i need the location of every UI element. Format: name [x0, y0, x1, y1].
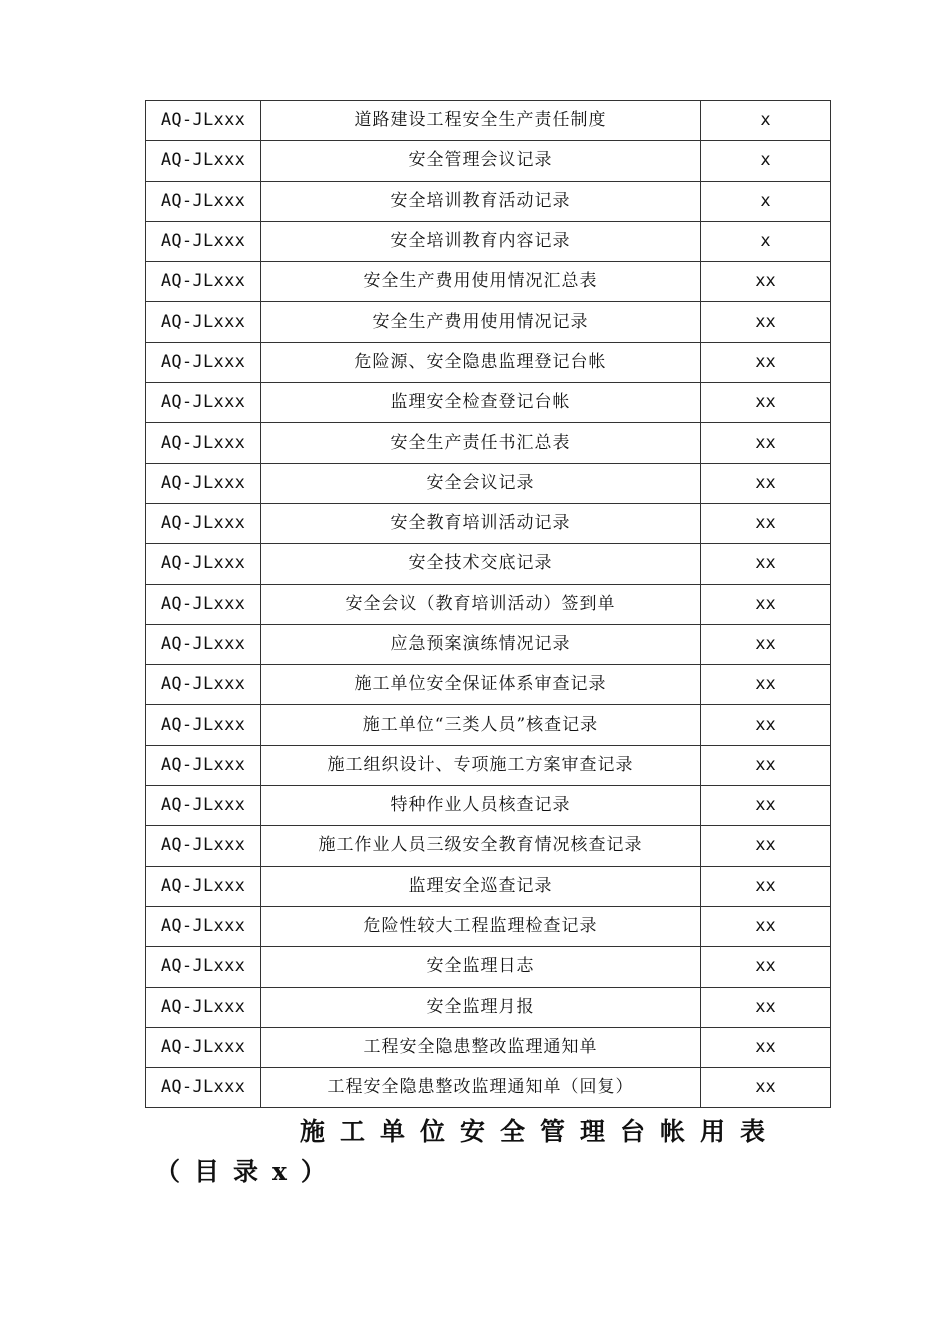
- table-row: [146, 826, 831, 866]
- record-name-cell: 安全生产责任书汇总表: [261, 423, 701, 463]
- record-code-cell: AQ-JLxxx: [146, 101, 261, 141]
- section-heading: 施工单位安全管理台帐用表: [300, 1117, 781, 1146]
- record-name-cell: 安全管理会议记录: [261, 141, 701, 181]
- record-code-cell: AQ-JLxxx: [146, 383, 261, 423]
- page-number-cell: xx: [701, 1027, 831, 1067]
- record-code-cell: AQ-JLxxx: [146, 866, 261, 906]
- page-number-cell: xx: [701, 342, 831, 382]
- record-name-cell: 施工作业人员三级安全教育情况核查记录: [261, 826, 701, 866]
- record-name-cell: 施工单位“三类人员”核查记录: [261, 705, 701, 745]
- record-name-cell: 安全培训教育活动记录: [261, 181, 701, 221]
- record-name-cell: 安全培训教育内容记录: [261, 221, 701, 261]
- record-name-cell: 监理安全检查登记台帐: [261, 383, 701, 423]
- record-name-cell: 安全技术交底记录: [261, 544, 701, 584]
- page-number-cell: xx: [701, 665, 831, 705]
- record-name-cell: 施工组织设计、专项施工方案审查记录: [261, 745, 701, 785]
- record-name-cell: 安全生产费用使用情况记录: [261, 302, 701, 342]
- page-number-cell: xx: [701, 624, 831, 664]
- table-row: [146, 383, 831, 423]
- record-name-cell: 工程安全隐患整改监理通知单（回复）: [261, 1068, 701, 1108]
- record-name-cell: 道路建设工程安全生产责任制度: [261, 101, 701, 141]
- record-name-cell: 安全会议记录: [261, 463, 701, 503]
- record-code-cell: AQ-JLxxx: [146, 1027, 261, 1067]
- page-number-cell: xx: [701, 987, 831, 1027]
- table-row: [146, 906, 831, 946]
- table-row: [146, 262, 831, 302]
- record-name-cell: 安全教育培训活动记录: [261, 503, 701, 543]
- table-row: [146, 947, 831, 987]
- table-row: [146, 786, 831, 826]
- record-code-cell: AQ-JLxxx: [146, 503, 261, 543]
- section-heading-catalog: （目录x）: [155, 1157, 340, 1186]
- page-number-cell: x: [701, 101, 831, 141]
- record-name-cell: 安全会议（教育培训活动）签到单: [261, 584, 701, 624]
- record-name-cell: 危险性较大工程监理检查记录: [261, 906, 701, 946]
- page-number-cell: xx: [701, 383, 831, 423]
- page-number-cell: xx: [701, 1068, 831, 1108]
- table-row: [146, 1068, 831, 1108]
- page-number-cell: xx: [701, 745, 831, 785]
- table-row: [146, 745, 831, 785]
- page-number-cell: x: [701, 221, 831, 261]
- page-number-cell: xx: [701, 262, 831, 302]
- table-row: [146, 503, 831, 543]
- record-code-cell: AQ-JLxxx: [146, 221, 261, 261]
- table-row: [146, 624, 831, 664]
- table-row: [146, 1027, 831, 1067]
- record-code-cell: AQ-JLxxx: [146, 987, 261, 1027]
- record-name-cell: 施工单位安全保证体系审查记录: [261, 665, 701, 705]
- table-row: [146, 463, 831, 503]
- page-number-cell: xx: [701, 705, 831, 745]
- table-row: [146, 423, 831, 463]
- record-name-cell: 工程安全隐患整改监理通知单: [261, 1027, 701, 1067]
- record-name-cell: 特种作业人员核查记录: [261, 786, 701, 826]
- page-number-cell: xx: [701, 866, 831, 906]
- record-code-cell: AQ-JLxxx: [146, 705, 261, 745]
- page-number-cell: xx: [701, 423, 831, 463]
- record-name-cell: 危险源、安全隐患监理登记台帐: [261, 342, 701, 382]
- record-code-cell: AQ-JLxxx: [146, 463, 261, 503]
- page-number-cell: xx: [701, 503, 831, 543]
- table-row: [146, 665, 831, 705]
- page-number-cell: xx: [701, 786, 831, 826]
- page-number-cell: xx: [701, 463, 831, 503]
- page-number-cell: xx: [701, 826, 831, 866]
- table-row: [146, 302, 831, 342]
- page-number-cell: xx: [701, 906, 831, 946]
- page-number-cell: xx: [701, 302, 831, 342]
- directory-table: [145, 100, 831, 1108]
- record-code-cell: AQ-JLxxx: [146, 1068, 261, 1108]
- table-row: [146, 705, 831, 745]
- page-number-cell: xx: [701, 544, 831, 584]
- record-code-cell: AQ-JLxxx: [146, 423, 261, 463]
- page-number-cell: x: [701, 141, 831, 181]
- table-row: [146, 221, 831, 261]
- record-code-cell: AQ-JLxxx: [146, 906, 261, 946]
- record-name-cell: 安全生产费用使用情况汇总表: [261, 262, 701, 302]
- record-code-cell: AQ-JLxxx: [146, 786, 261, 826]
- record-name-cell: 监理安全巡查记录: [261, 866, 701, 906]
- table-row: [146, 584, 831, 624]
- table-row: [146, 866, 831, 906]
- record-name-cell: 安全监理月报: [261, 987, 701, 1027]
- page-number-cell: xx: [701, 584, 831, 624]
- record-code-cell: AQ-JLxxx: [146, 544, 261, 584]
- record-code-cell: AQ-JLxxx: [146, 584, 261, 624]
- record-code-cell: AQ-JLxxx: [146, 665, 261, 705]
- table-row: [146, 342, 831, 382]
- record-code-cell: AQ-JLxxx: [146, 181, 261, 221]
- record-code-cell: AQ-JLxxx: [146, 262, 261, 302]
- page-number-cell: x: [701, 181, 831, 221]
- record-code-cell: AQ-JLxxx: [146, 141, 261, 181]
- record-name-cell: 安全监理日志: [261, 947, 701, 987]
- record-code-cell: AQ-JLxxx: [146, 302, 261, 342]
- record-code-cell: AQ-JLxxx: [146, 947, 261, 987]
- record-name-cell: 应急预案演练情况记录: [261, 624, 701, 664]
- record-code-cell: AQ-JLxxx: [146, 624, 261, 664]
- page-number-cell: xx: [701, 947, 831, 987]
- record-code-cell: AQ-JLxxx: [146, 342, 261, 382]
- record-code-cell: AQ-JLxxx: [146, 826, 261, 866]
- table-row: [146, 141, 831, 181]
- table-row: [146, 181, 831, 221]
- table-row: [146, 101, 831, 141]
- table-row: [146, 987, 831, 1027]
- directory-table-body: [146, 101, 831, 1108]
- record-code-cell: AQ-JLxxx: [146, 745, 261, 785]
- table-row: [146, 544, 831, 584]
